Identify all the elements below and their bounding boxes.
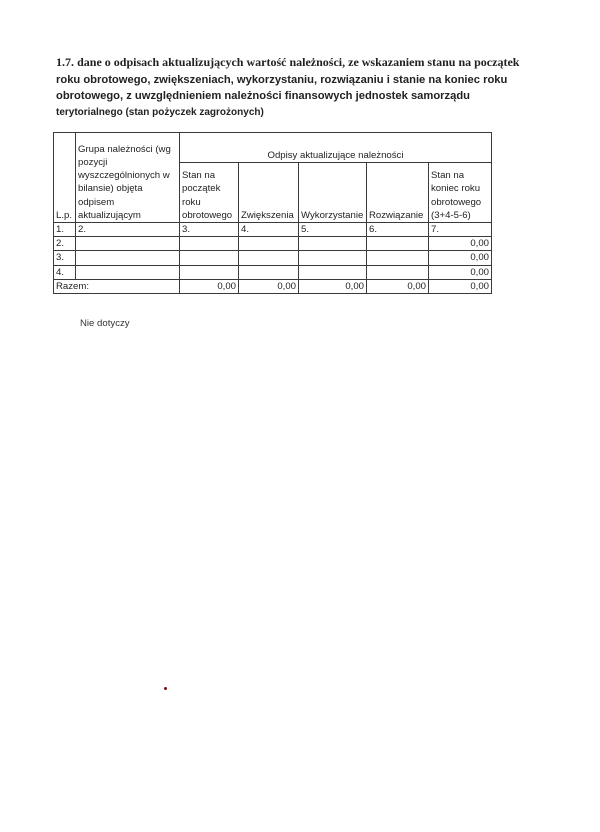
row-wykorzystanie [299, 251, 367, 265]
heading-line-1-text: dane o odpisach aktualizujących wartość należności, ze wskazaniem stanu na początek [77, 55, 520, 69]
section-heading [56, 54, 526, 121]
header-group: Grupa należności (wg pozycji wyszczególnionych w bilansie) objęta odpisem aktualizującym [76, 133, 180, 223]
row-stan-koniec: 0,00 [429, 251, 492, 265]
total-rozwiazanie: 0,00 [367, 279, 429, 293]
not-applicable-note: Nie dotyczy [80, 318, 130, 329]
receivables-writedown-table [53, 132, 492, 294]
heading-line-2: roku obrotowego, zwiększeniach, wykorzystaniu, rozwiązaniu i stanie na koniec roku [56, 73, 508, 86]
header-stan-koniec: Stan na koniec roku obrotowego (3+4-5-6) [429, 163, 492, 223]
ink-speck [164, 687, 167, 690]
numbering-cell: 7. [429, 223, 492, 237]
numbering-cell: 6. [367, 223, 429, 237]
row-rozwiazanie [367, 265, 429, 279]
numbering-row [54, 223, 492, 237]
header-wykorzystanie: Wykorzystanie [299, 163, 367, 223]
row-group [76, 251, 180, 265]
header-stan-poczatek: Stan na początek roku obrotowego [180, 163, 239, 223]
numbering-cell: 2. [76, 223, 180, 237]
row-wykorzystanie [299, 237, 367, 251]
row-zwiekszenia [239, 251, 299, 265]
numbering-cell: 3. [180, 223, 239, 237]
numbering-cell: 1. [54, 223, 76, 237]
row-zwiekszenia [239, 237, 299, 251]
row-stan-poczatek [180, 237, 239, 251]
numbering-cell: 5. [299, 223, 367, 237]
total-stan-poczatek: 0,00 [180, 279, 239, 293]
heading-line-4: terytorialnego (stan pożyczek zagrożonych) [56, 106, 264, 118]
total-wykorzystanie: 0,00 [299, 279, 367, 293]
row-stan-poczatek [180, 251, 239, 265]
row-group [76, 237, 180, 251]
heading-number: 1.7. [56, 55, 74, 69]
row-rozwiazanie [367, 237, 429, 251]
header-odpisy: Odpisy aktualizujące należności [180, 133, 492, 163]
total-stan-koniec: 0,00 [429, 279, 492, 293]
total-label: Razem: [54, 279, 180, 293]
row-stan-poczatek [180, 265, 239, 279]
row-rozwiazanie [367, 251, 429, 265]
row-lp: 2. [54, 237, 76, 251]
table-row [54, 237, 492, 251]
table-row [54, 251, 492, 265]
row-stan-koniec: 0,00 [429, 237, 492, 251]
heading-line-1 [56, 54, 526, 72]
total-zwiekszenia: 0,00 [239, 279, 299, 293]
header-lp: L.p. [54, 133, 76, 223]
row-zwiekszenia [239, 265, 299, 279]
row-wykorzystanie [299, 265, 367, 279]
heading-line-3: obrotowego, z uwzględnieniem należności finansowych jednostek samorządu [56, 90, 471, 102]
numbering-cell: 4. [239, 223, 299, 237]
row-stan-koniec: 0,00 [429, 265, 492, 279]
row-lp: 4. [54, 265, 76, 279]
total-row [54, 279, 492, 293]
row-group [76, 265, 180, 279]
table-row [54, 265, 492, 279]
header-rozwiazanie: Rozwiązanie [367, 163, 429, 223]
row-lp: 3. [54, 251, 76, 265]
header-zwiekszenia: Zwiększenia [239, 163, 299, 223]
table-header-row [54, 133, 492, 163]
